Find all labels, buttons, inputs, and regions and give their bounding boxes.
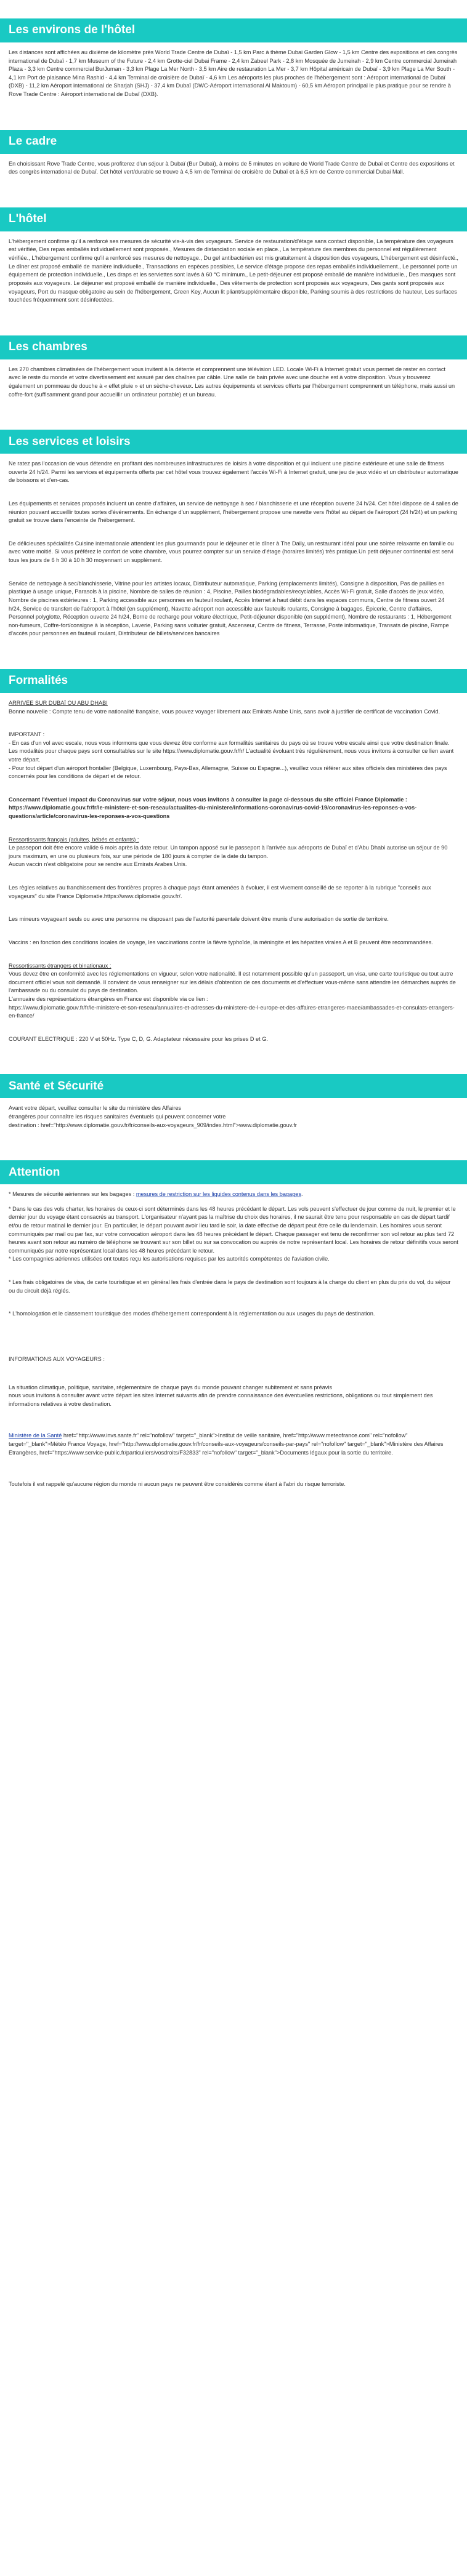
- section-services: [0, 412, 467, 652]
- bagages-suffix: .: [301, 1191, 303, 1198]
- section-chambres: [0, 318, 467, 412]
- frontieres-text: Les règles relatives au franchissement des frontières propres à chaque pays étant amenées à évoluer, il est vivement conseillé de se reporter à la rubrique "conseils aux voyageurs" du site France Diplomatie.https://www.diplomatie.gouv.fr/.: [9, 885, 431, 899]
- section-environs: [0, 0, 467, 113]
- section-banner: [0, 207, 467, 231]
- section-title: Formalités: [9, 674, 68, 688]
- section-banner: [0, 18, 467, 42]
- etrangers-text: Vous devez être en conformité avec les réglementations en vigueur, selon votre nationalité. Il est notamment possible qu'un passeport, un visa, une carte touristique ou tout autre document officiel vous soit demandé. Il convient de vous renseigner sur les délais d'obtention de ces documents et d'effectuer vous-même sans attendre les démarches auprès de l'ambassade ou du consulat du pays de destination. L'annuaire des représentations étrangères en France est disponible via ce lien : https://www.diplomatie.gouv.fr/fr/le-ministere-et-son-reseau/annuaires-et-adresses-du-ministere-de-l-europe-et-des-affaires-etrangeres-maee/ambassades-et-consulats-etrangers-en-france/: [9, 971, 456, 1019]
- section-title: Le cadre: [9, 135, 57, 148]
- section-banner: [0, 335, 467, 359]
- etrangers-heading: Ressortissants étrangers et binationaux :: [9, 962, 112, 969]
- courant-text: COURANT ELECTRIQUE : 220 V et 50Hz. Type C, D, G. Adaptateur nécessaire pour les prises D et G.: [9, 1035, 268, 1042]
- vaccins-text: Vaccins : en fonction des conditions locales de voyage, les vaccinations contre la fièvre typhoïde, la méningite et les hépatites virales A et B peuvent être recommandées.: [9, 939, 433, 945]
- bagages-line: [9, 1190, 458, 1199]
- cadre-text: En choisissant Rove Trade Centre, vous profiterez d'un séjour à Dubaï (Bur Dubaï), à moins de 5 minutes en voiture de World Trade Centre de Dubaï et Centre des expositions et des congrès international de Dubaï. Cet hôtel vert/durable se trouve à 4,5 km de Terminal de croisière de Dubaï et à 6,5 km de Centre commercial Dubai Mall.: [9, 160, 455, 175]
- hotel-text: L'hébergement confirme qu'il a renforcé ses mesures de sécurité vis-à-vis des voyageurs. Service de restauration/d'étage sans contact disponible, La température des voyageurs est vérifiée, Des repas emballés individuellement sont proposés., Mesures de distanciation sociale en place., La température des membres du personnel est régulièrement vérifiée., L'hébergement confirme qu'il a renforcé ses mesures de nettoyage., Du gel antibactérien est mis gratuitement à disposition des voyageurs, L'hébergement est désinfecté., Le dîner est proposé emballé de manière individuelle., Transactions en espèces possibles, Le service d'étage propose des repas emballés individuellement., Le personnel porte un équipement de protection individuelle., Les draps et les serviettes sont lavés à 60 °C minimum., Le petit-déjeuner est proposé emballé de manière individuelle., Des masques sont proposés aux voyageurs. Le déjeuner est proposé emballé de manière individuelle., Des vêtements de protection sont proposés aux voyageurs, Des gants sont proposés aux voyageurs, Port du masque obligatoire au sein de l'hébergement, Green Key, Aucun lit pliant/supplémentaire disponible, Parking soumis à des restrictions de hauteur, Les surfaces touchées fréquemment sont désinfectées.: [9, 238, 458, 303]
- important-label: IMPORTANT :: [9, 731, 45, 738]
- ministere-line: [9, 1432, 458, 1457]
- taxes-text: * Les frais obligatoires de visa, de carte touristique et en général les frais d'entrée dans le pays de destination sont toujours à la charge du client en plus du prix du vol, du séjour ou du circuit déjà réglés.: [9, 1279, 451, 1294]
- section-hotel: [0, 190, 467, 318]
- section-sante: [0, 1057, 467, 1143]
- homologation-text: * L'homologation et le classement touristique des modes d'hébergement correspondent à la réglementation ou aux usages du pays de destination.: [9, 1310, 375, 1317]
- section-banner: [0, 130, 467, 154]
- arrivee-text: Bonne nouvelle : Compte tenu de votre nationalité française, vous pouvez voyager librement aux Emirats Arabe Unis, sans avoir à justifier de certificat de vaccination Covid.: [9, 708, 441, 715]
- arrivee-heading: ARRIVÉE SUR DUBAÏ OU ABU DHABI: [9, 699, 108, 706]
- ministere-link[interactable]: Ministère de la Santé: [9, 1432, 62, 1439]
- services-text-4: Service de nettoyage à sec/blanchisserie, Vitrine pour les artistes locaux, Distributeur automatique, Parking (emplacements limités), Consigne à disposition, Pas de paillies en plastique à usage unique, Parasols à la piscine, Nombre de salles de réunion : 4, Piscine, Pailles biodégradables/recyclables, Accès Wi-Fi gratuit, Salle d'accès de jeux vidéo, Nombre de piscines extérieures : 1, Parking accessible aux personnes en fauteuil roulant, Accès Internet à haut débit dans les espaces communs, Centre de fitness ouvert 24 h/24, Service de transfert de l'aéroport à l'hôtel (en supplément), Navette aéroport non accessible aux fauteuils roulants, Consigne à bagages, Épicerie, Centre d'affaires, Personnel polyglotte, Réception ouverte 24 h/24, Borne de recharge pour voiture électrique, Petit-déjeuner disponible (en supplément), Nombre de restaurants : 1, Hébergement non-fumeurs, Coffre-fort/consigne à la réception, Laverie, Parking sans voiturier gratuit, Ascenseur, Centre de fitness, Terrasse, Poste informatique, Transats de piscine, Rampe d'accès pour personnes en fauteuil roulant, Distributeur de billets/services bancaires: [9, 580, 452, 637]
- ministere-text: href="http://www.invs.sante.fr" rel="nofollow" target="_blank">Institut de veille sanitaire, href="http://www.meteofrance.com" rel="nofollow" target="_blank">Météo France Voyage, href="http://www.diplomatie.gouv.fr/fr/conseils-aux-voyageurs/conseils-par-pays" rel="nofollow" target="_blank">Ministère des Affaires Etrangères, href="https://www.service-public.fr/particuliers/vosdroits/F32833" rel="nofollow" target="_blank">Documents légaux pour la sortie du territoire.: [9, 1432, 444, 1456]
- infos-heading: INFORMATIONS AUX VOYAGEURS :: [9, 1355, 105, 1362]
- services-text-1: Ne ratez pas l'occasion de vous détendre en profitant des nombreuses infrastructures de loisirs à votre disposition et qui incluent une piscine extérieure et une salle de fitness ouverte 24 h/24. Parmi les services et équipements offerts par cet hôtel vous trouvez également l'accès Wi-Fi à Internet gratuit, une jeu de jeux vidéo et un distributeur automatique de boissons et d'en-cas.: [9, 460, 458, 484]
- francais-heading: Ressortissants français (adultes, bébés et enfants) :: [9, 836, 139, 843]
- section-banner: [0, 1074, 467, 1098]
- services-text-2: Les équipements et services proposés incluent un centre d'affaires, un service de nettoyage à sec / blanchisserie et une réception ouverte 24 h/24. Cet hôtel dispose de 4 salles de réunion pouvant accueillir toutes sortes d'événements. En échange d'un supplément, l'hébergement propose une navette vers l'hôtel au départ de l'aéroport (24 h/24) et un parking gratuit se trouve dans l'enceinte de l'hébergement.: [9, 500, 458, 524]
- chambres-text: Les 270 chambres climatisées de l'hébergement vous invitent à la détente et comprennent une télévision LED. Locale Wi-Fi à Internet gratuit vous permet de rester en contact avec le reste du monde et votre divertissement est assuré par des chaînes par câble. Une salle de bain privée avec une douche est à votre disposition. Vous y trouverez également un pommeau de douche à « effet pluie » et un sèche-cheveux. Les autres équipements et services offerts par l'hébergement comprennent un téléphone, mais aussi un coffre-fort (suffisamment grand pour accueillir un ordinateur portable) et un bureau.: [9, 366, 455, 398]
- vols-text: * Dans le cas des vols charter, les horaires de ceux-ci sont déterminés dans les 48 heures précédant le départ. Les vols peuvent s'effectuer de jour comme de nuit, le premier et le dernier jour du voyage étant consacrés au transport. L'organisateur n'ayant pas la maîtrise du choix des horaires, il ne saurait être tenu pour responsable en cas de départ tardif et/ou de retour matinal le dernier jour. En particulier, le départ pouvant avoir lieu tard le soir, la date effective de départ peut être celle du lendemain. Les horaires vous seront communiqués par mail ou par fax, sur votre convocation aéroport dans les 48 heures précédant le départ. Chaque passager est tenu de reconfirmer son vol retour au plus tard 72 heures avant son retour au numéro de téléphone se trouvant sur son billet ou sur sa convocation ou auprès de notre représentant local. Les horaires de retour définitifs vous seront communiqués par notre représentant local dans les 48 heures précédant le retour. * Les compagnies aériennes utilisées ont toutes reçu les autorisations requises par les autorités compétentes de l'aviation civile.: [9, 1205, 458, 1262]
- terrorisme-text: Toutefois il est rappelé qu'aucune région du monde ni aucun pays ne peuvent être considérés comme étant à l'abri du risque terroriste.: [9, 1481, 346, 1488]
- environs-text: Les distances sont affichées au dixième de kilomètre près World Trade Centre de Dubaï - 1,5 km Parc à thème Dubai Garden Glow - 1,5 km Centre des expositions et des congrès international de Dubaï - 1,7 km Museum of the Future - 2,4 km Grotte-ciel Dubai Frame - 2,4 km Zabeel Park - 2,8 km Mosquée de Jumeirah - 2,9 km Centre commercial Jumeirah Plaza - 3,3 km Centre commercial BurJuman - 3,3 km Plage La Mer North - 3,5 km Aire de restauration La Mer - 3,7 km Hôpital américain de Dubaï - 3,9 km Plage La Mer South - 4,1 km Port de plaisance Mina Rashid - 4,4 km Terminal de croisière de Dubaï - 4,6 km Les aéroports les plus proches de l'hébergement sont : Aéroport international de Dubaï (DXB) - 11,2 km Aéroport international de Sharjah (SHJ) - 37,4 km Dubaï (DWC-Aéroport international Al Maktoum) - 60,5 km Aéroport principal le plus pratique pour se rendre à Rove Trade Centre : Aéroport international de Dubaï (DXB).: [9, 49, 458, 98]
- section-attention: [0, 1143, 467, 1503]
- services-text-3: De délicieuses spécialités Cuisine internationale attendent les plus gourmands pour le déjeuner et le dîner à The Daily, un restaurant idéal pour une soirée relaxante en famille ou avec votre moitié. Si vous préférez le confort de votre chambre, vous pourrez compter sur un service d'étage (horaires limités) très pratique.Un petit déjeuner continental est servi tous les jours de 6 h 30 à 10 h 30 moyennant un supplément.: [9, 540, 454, 564]
- section-title: Les services et loisirs: [9, 435, 131, 448]
- situation-text: La situation climatique, politique, sanitaire, réglementaire de chaque pays du monde pouvant changer subitement et sans préavis nous vous invitons à consulter avant votre départ les sites Internet suivants afin de prendre connaissance des éventuelles restrictions, obligations ou tout simplement des informations relatives à votre destination.: [9, 1384, 433, 1407]
- section-title: L'hôtel: [9, 212, 47, 226]
- section-title: Santé et Sécurité: [9, 1079, 104, 1093]
- section-title: Attention: [9, 1165, 60, 1179]
- sante-text: Avant votre départ, veuillez consulter le site du ministère des Affaires étrangères pour connaître les risques sanitaires éventuels qui peuvent concerner votre destination : href="http://www.diplomatie.gouv.fr/fr/conseils-aux-voyageurs_909/index.html">www.diplomatie.gouv.fr: [9, 1105, 297, 1128]
- section-cadre: [0, 113, 467, 190]
- section-banner: [0, 669, 467, 693]
- section-title: Les environs de l'hôtel: [9, 23, 136, 37]
- section-banner: [0, 1160, 467, 1184]
- francais-text: Le passeport doit être encore valide 6 mois après la date retour. Un tampon apposé sur le passeport à l'arrivée aux aéroports de Dubaï et d'Abu Dhabi autorise un séjour de 90 jours maximum, en une ou plusieurs fois, sur une période de 180 jours à compter de la date du tampon. Aucun vaccin n'est obligatoire pour se rendre aux Emirats Arabes Unis.: [9, 845, 448, 868]
- mineurs-text: Les mineurs voyageant seuls ou avec une personne ne disposant pas de l'autorité parentale doivent être munis d'une autorisation de sortie de territoire.: [9, 916, 389, 923]
- covid-notice[interactable]: Concernant l'éventuel impact du Coronavirus sur votre séjour, nous vous invitons à consulter la page ci-dessous du site officiel France Diplomatie : https://www.diplomatie.gouv.fr/fr/le-ministere-et-son-reseau/actualites-du-ministere/informations-coronavirus-covid-19/coronavirus-les-reponses-a-vos-questions/article/coronavirus-les-reponses-a-vos-questions: [9, 796, 417, 820]
- section-formalites: [0, 652, 467, 1057]
- bagages-prefix: * Mesures de sécurité aériennes sur les bagages :: [9, 1191, 136, 1198]
- section-title: Les chambres: [9, 340, 87, 354]
- section-banner: [0, 430, 467, 454]
- important-text: - En cas d'un vol avec escale, nous vous informons que vous devrez être conforme aux formalités sanitaires du pays où se trouve votre escale ainsi que votre destination finale. Les modalités pour chaque pays sont consultables sur le site https://www.diplomatie.gouv.fr/fr/ L'actualité évoluant très régulièrement, nous vous invitons à consulter ce lien avant votre départ. - Pour tout départ d'un aéroport frontalier (Belgique, Luxembourg, Pays-Bas, Allemagne, Suisse ou Espagne...), veuillez vous référer aux sites officiels des ministères des pays concernés pour les conditions de départ et de retour.: [9, 739, 454, 780]
- bagages-link[interactable]: mesures de restriction sur les liquides contenus dans les bagages: [136, 1191, 301, 1198]
